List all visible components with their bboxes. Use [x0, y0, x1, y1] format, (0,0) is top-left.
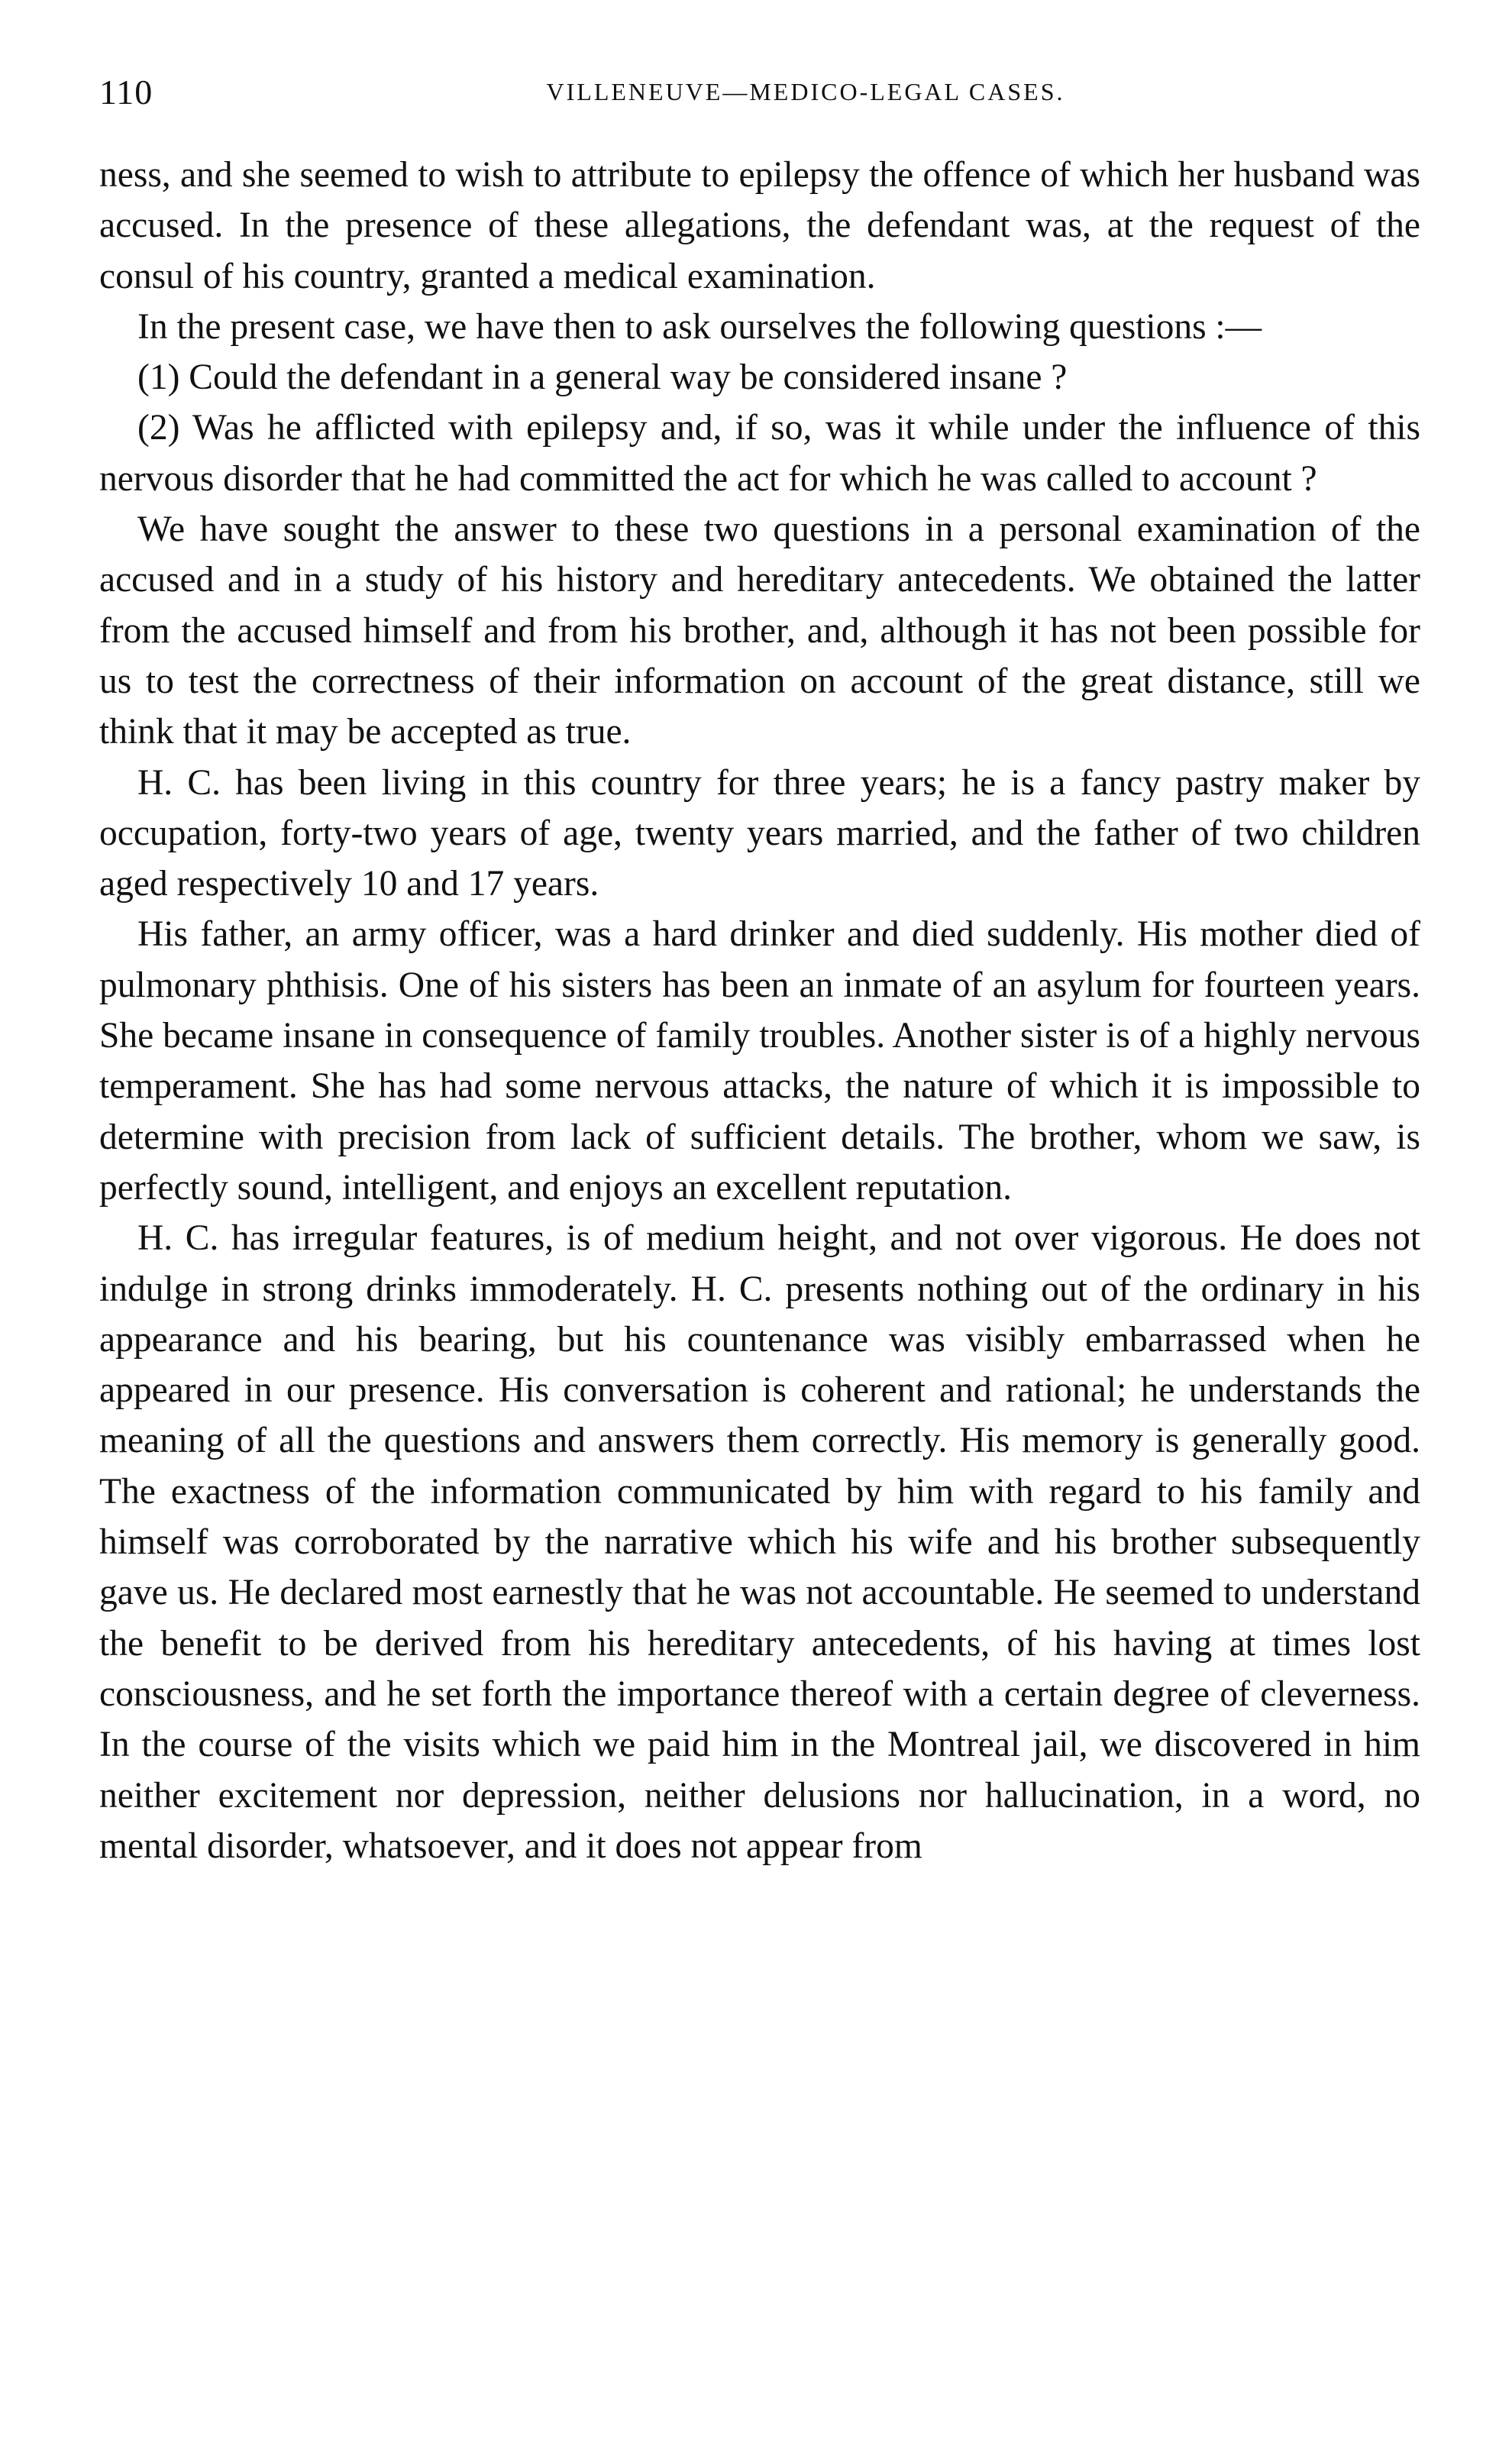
- body-text: [99, 150, 1420, 1871]
- page-number: 110: [99, 73, 153, 112]
- page-header: [99, 61, 1420, 130]
- book-page: [99, 61, 1420, 1871]
- paragraph-family-history: His father, an army officer, was a hard drinker and died suddenly. His mother died of pulmonary phthisis. One of his sisters has been an inmate of an asylum for fourteen years. She became insane in consequence of family troubles. Another sister is of a highly nervous temperament. She has had some nervous attacks, the nature of which it is impossible to determine with precision from lack of sufficient details. The brother, whom we saw, is perfectly sound, intelligent, and enjoys an excellent reputation.: [99, 914, 1420, 1208]
- paragraph-examination: We have sought the answer to these two questions in a personal examination of the accused and in a study of his history and hereditary antecedents. We obtained the latter from the accused himself and from his brother, and, although it has not been possible for us to test the correctness of their information on account of the great distance, still we think that it may be accepted as true.: [99, 509, 1420, 752]
- question-1: (1) Could the defendant in a general way be considered insane ?: [137, 357, 1068, 398]
- paragraph-continued: ness, and she seemed to wish to attribute to epilepsy the offence of which her husband was accused. In the presence of these allegations, the defendant was, at the request of the consul of his country, granted a medical examination.: [99, 155, 1420, 296]
- paragraph-background: H. C. has been living in this country for three years; he is a fancy pastry maker by occupation, forty-two years of age, twenty years married, and the father of two children aged respectively 10 and 17 years.: [99, 762, 1420, 904]
- paragraph-observations: H. C. has irregular features, is of medium height, and not over vigorous. He does not indulge in strong drinks immoderately. H. C. presents nothing out of the ordinary in his appearance and his bearing, but his countenance was visibly embarrassed when he appeared in our presence. His conversation is coherent and rational; he understands the meaning of all the questions and answers them correctly. His memory is generally good. The exactness of the information communicated by him with regard to his family and himself was corroborated by the narrative which his wife and his brother subsequently gave us. He declared most earnestly that he was not accountable. He seemed to understand the benefit to be derived from his hereditary antecedents, of his having at times lost consciousness, and he set forth the importance thereof with a certain degree of cleverness. In the course of the visits which we paid him in the Montreal jail, we discovered in him neither excitement nor depression, neither delusions nor hallucination, in a word, no mental disorder, whatsoever, and it does not appear from: [99, 1218, 1420, 1866]
- running-head: VILLENEUVE—MEDICO-LEGAL CASES.: [546, 78, 1065, 105]
- paragraph-questions-intro: In the present case, we have then to ask ourselves the following questions :—: [137, 306, 1262, 347]
- question-2: (2) Was he afflicted with epilepsy and, if so, was it while under the influence of this nervous disorder that he had committed the act for which he was called to account ?: [99, 408, 1420, 499]
